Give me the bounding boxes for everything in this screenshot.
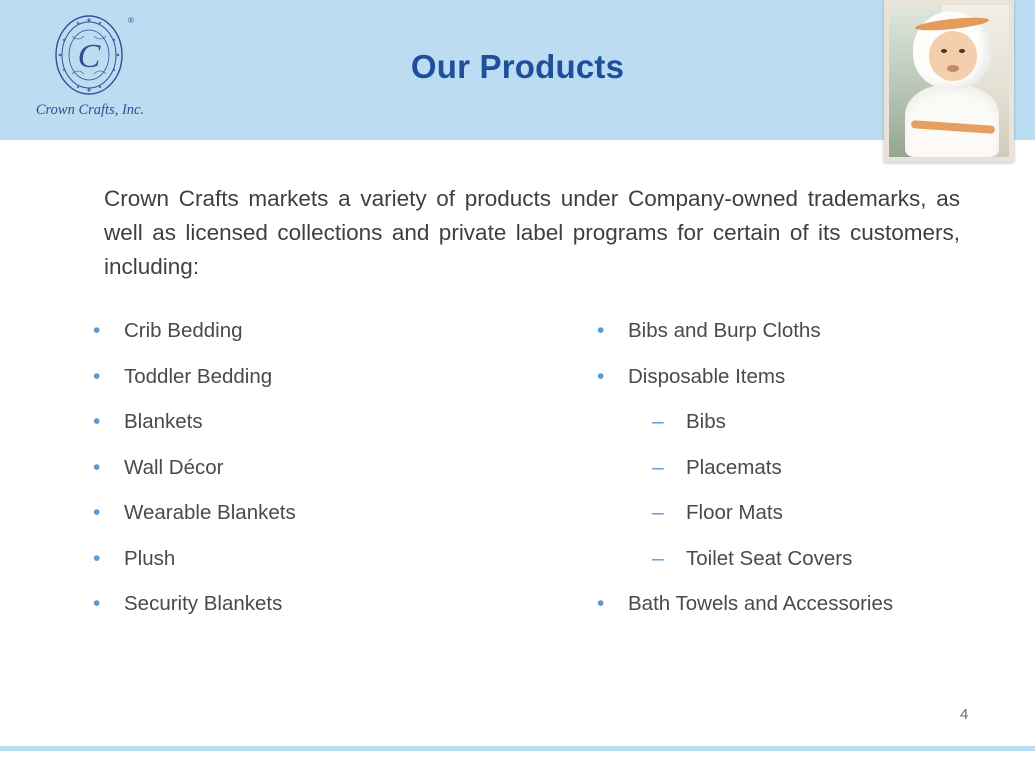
bullet-dash-icon: – bbox=[652, 546, 664, 570]
company-name: Crown Crafts, Inc. bbox=[35, 102, 145, 118]
list-item bbox=[590, 591, 1020, 617]
list-item-sub bbox=[590, 546, 1020, 572]
list-item bbox=[590, 318, 1020, 344]
bullet-dot-icon: • bbox=[93, 319, 101, 342]
list-item bbox=[86, 591, 556, 617]
list-item-sub bbox=[590, 455, 1020, 481]
bullet-dash-icon: – bbox=[652, 410, 664, 433]
list-item-label: Toddler Bedding bbox=[124, 364, 273, 388]
bullet-dash-icon: – bbox=[652, 501, 664, 524]
svg-text:C: C bbox=[77, 38, 101, 75]
bullet-dot-icon: • bbox=[597, 592, 605, 615]
bullet-dot-icon: • bbox=[597, 364, 605, 388]
list-item-label: Toilet Seat Covers bbox=[686, 546, 853, 570]
list-item-sub bbox=[590, 500, 1020, 526]
product-photo-image bbox=[889, 5, 1009, 157]
bullet-dot-icon: • bbox=[93, 501, 101, 524]
product-photo bbox=[884, 0, 1014, 162]
list-item-sub bbox=[590, 409, 1020, 435]
bullet-dash-icon: – bbox=[652, 455, 664, 479]
list-item-label: Plush bbox=[124, 546, 176, 570]
bullet-dot-icon: • bbox=[93, 592, 101, 615]
footer-space bbox=[0, 751, 1035, 776]
list-item-label: Wall Décor bbox=[124, 455, 224, 479]
photo-baby-mouth bbox=[947, 65, 959, 72]
bullet-dot-icon: • bbox=[93, 455, 101, 479]
product-list-left bbox=[86, 318, 556, 637]
registered-trademark-icon: ® bbox=[128, 16, 134, 25]
list-item bbox=[590, 364, 1020, 390]
bullet-dot-icon: • bbox=[93, 546, 101, 570]
bullet-dot-icon: • bbox=[93, 364, 101, 388]
list-item bbox=[86, 500, 556, 526]
photo-baby-eye-left bbox=[941, 49, 947, 53]
list-item bbox=[86, 409, 556, 435]
list-item-label: Crib Bedding bbox=[124, 319, 243, 342]
list-item-label: Blankets bbox=[124, 410, 203, 433]
list-item bbox=[86, 364, 556, 390]
list-item-label: Bibs and Burp Cloths bbox=[628, 319, 821, 342]
page-title: Our Products bbox=[410, 48, 625, 85]
list-item-label: Floor Mats bbox=[686, 501, 783, 524]
list-item-label: Disposable Items bbox=[628, 364, 786, 388]
intro-paragraph: Crown Crafts markets a variety of products under Company-owned trademarks, as well as licensed collections and private label programs for certain of its customers, including: bbox=[104, 186, 960, 279]
photo-baby-eye-right bbox=[959, 49, 965, 53]
list-item-label: Placemats bbox=[686, 455, 782, 479]
list-item-label: Bibs bbox=[686, 410, 726, 433]
page-number: 4 bbox=[960, 706, 969, 723]
bullet-dot-icon: • bbox=[597, 319, 605, 342]
list-item-label: Bath Towels and Accessories bbox=[628, 592, 894, 615]
bullet-dot-icon: • bbox=[93, 410, 101, 433]
list-item bbox=[86, 546, 556, 572]
list-item-label: Wearable Blankets bbox=[124, 501, 296, 524]
list-item bbox=[86, 455, 556, 481]
list-item bbox=[86, 318, 556, 344]
photo-baby-face bbox=[929, 31, 977, 81]
product-list-right bbox=[590, 318, 1020, 637]
list-item-label: Security Blankets bbox=[124, 592, 283, 615]
header-band-separator bbox=[0, 140, 1035, 144]
